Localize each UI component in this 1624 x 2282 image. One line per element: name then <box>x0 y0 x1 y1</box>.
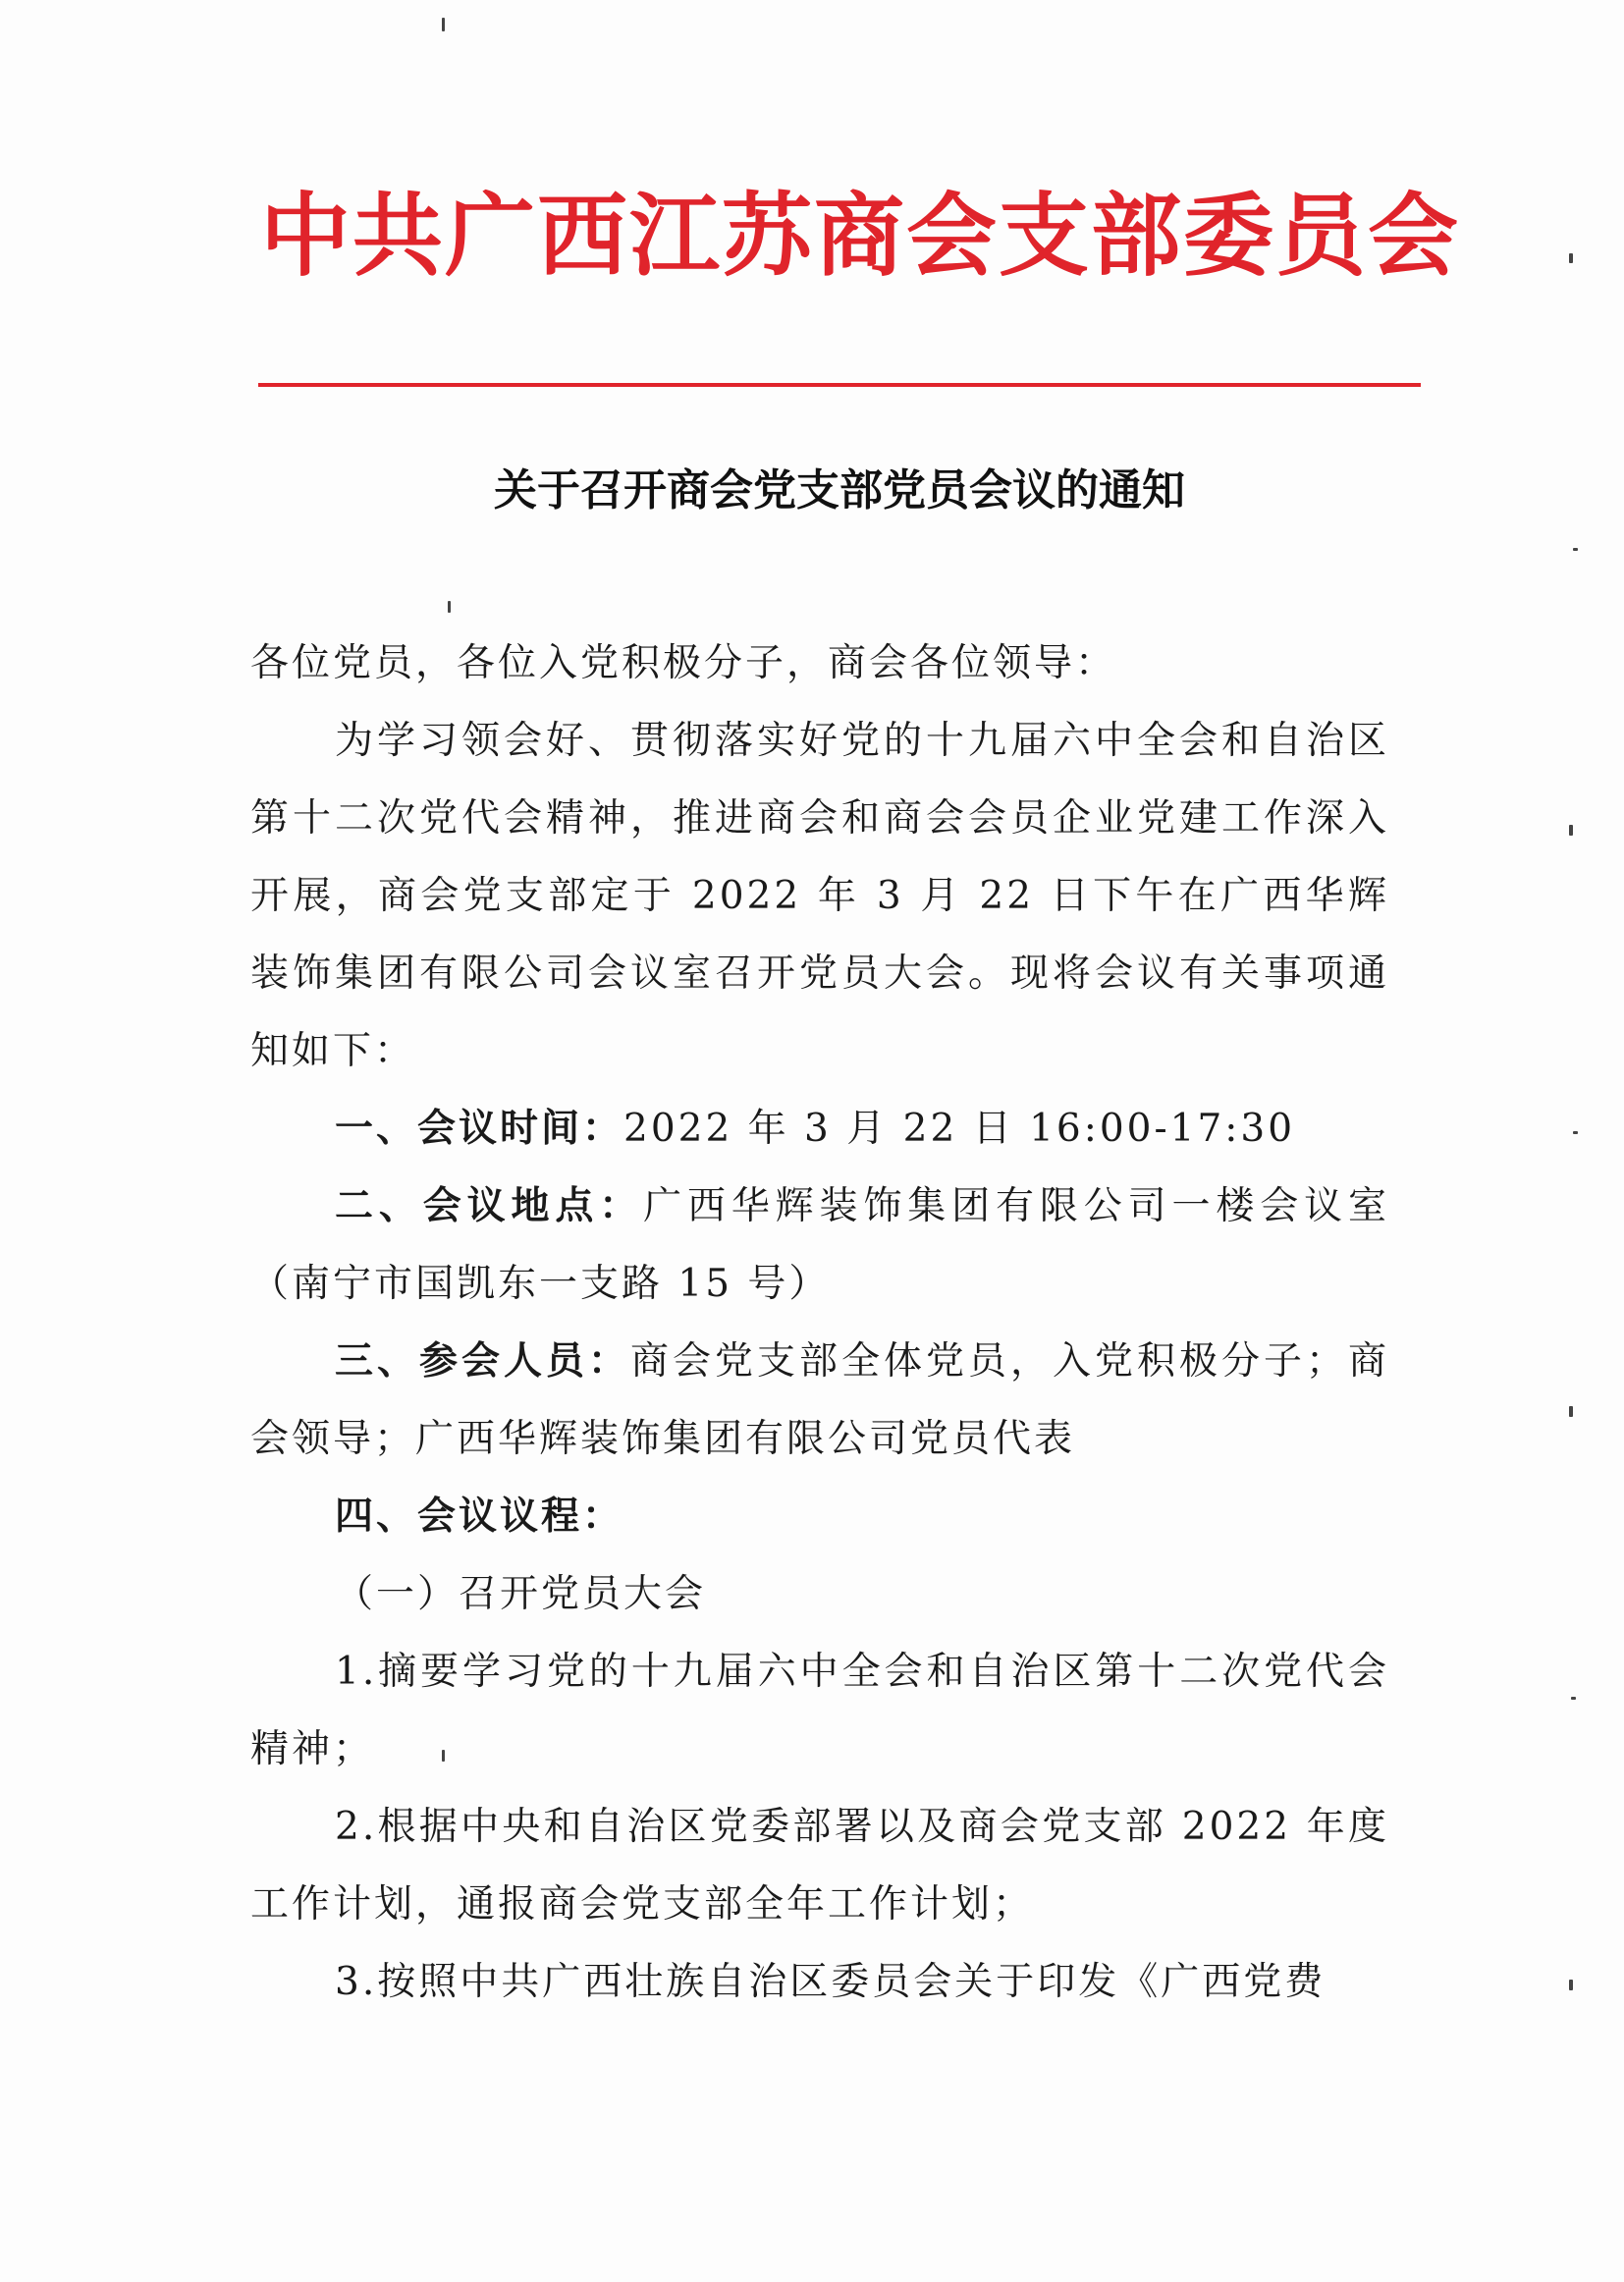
scan-speck <box>1571 1697 1576 1700</box>
item-text: 2022 年 3 月 22 日 16:00-17:30 <box>623 1107 1296 1151</box>
scan-speck <box>1569 1406 1573 1417</box>
item-text: 广西华辉装饰集团有限公司一楼会议室（南宁市国凯东一支路 15 号） <box>250 1184 1389 1306</box>
item-label: 一、会议时间： <box>335 1106 624 1151</box>
item-label: 四、会议议程： <box>335 1494 624 1539</box>
item-meeting-time <box>250 1090 1389 1168</box>
item-text: 商会党支部全体党员，入党积极分子；商会领导；广西华辉装饰集团有限公司党员代表 <box>250 1339 1389 1461</box>
agenda-item-1: 1.摘要学习党的十九届六中全会和自治区第十二次党代会精神； <box>250 1650 1389 1771</box>
item-label: 三、参会人员： <box>335 1338 630 1384</box>
item-agenda-heading <box>250 1478 1389 1555</box>
scan-speck <box>1569 1980 1573 1990</box>
scan-speck <box>448 601 451 613</box>
scan-speck <box>442 1750 445 1762</box>
intro-paragraph: 为学习领会好、贯彻落实好党的十九届六中全会和自治区第十二次党代会精神，推进商会和商会会员企业党建工作深入开展，商会党支部定于 2022 年 3 月 22 日下午在广西华辉装饰集团有限公司会议室召开党员大会。现将会议有关事项通知如下： <box>250 719 1389 1073</box>
letterhead-title: 中共广西江苏商会支部委员会 <box>260 184 1461 289</box>
scan-speck <box>442 18 445 31</box>
agenda-item-2: 2.根据中央和自治区党委部署以及商会党支部 2022 年度工作计划，通报商会党支部全年工作计划； <box>250 1805 1389 1927</box>
scan-speck <box>1569 253 1573 263</box>
salutation: 各位党员，各位入党积极分子，商会各位领导： <box>250 641 1117 685</box>
document-body <box>250 625 1389 2021</box>
scan-speck <box>1573 1131 1578 1134</box>
agenda-item-3: 3.按照中共广西壮族自治区委员会关于印发《广西党费 <box>335 1960 1326 2004</box>
letterhead-red-rule <box>258 383 1421 387</box>
scan-speck <box>1573 548 1578 551</box>
section-heading: （一）召开党员大会 <box>335 1572 707 1616</box>
item-attendees <box>250 1323 1389 1478</box>
item-label: 二、会议地点： <box>335 1183 644 1228</box>
scan-speck <box>1569 825 1573 836</box>
document-title: 关于召开商会党支部党员会议的通知 <box>494 465 1185 516</box>
item-meeting-place <box>250 1168 1389 1323</box>
